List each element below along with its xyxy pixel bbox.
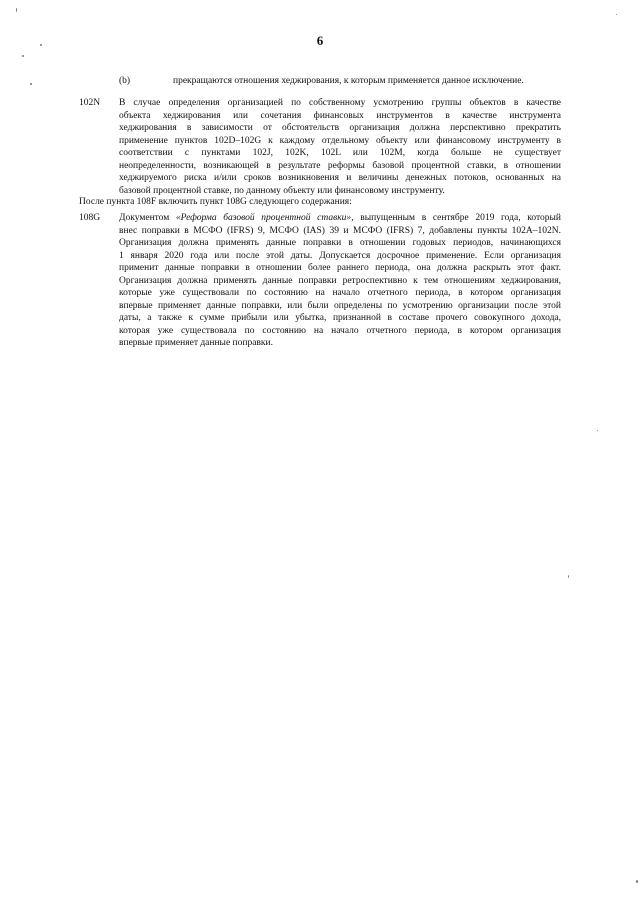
scan-speck xyxy=(22,55,24,57)
paragraph-line: которая уже существовала по состоянию на начало отчетного периода, в котором организация xyxy=(119,325,561,336)
paragraph-line: применение пунктов 102D–102G к каждому отдельному объекту или финансовому инструменту в xyxy=(119,135,561,146)
list-item-b xyxy=(119,75,569,87)
paragraph-line: В случае определения организацией по собственному усмотрению группы объектов в качестве xyxy=(119,98,561,108)
amendment-intro: После пункта 108F включить пункт 108G следующего содержания: xyxy=(79,197,352,207)
paragraph-line: Организация должна применять данные поправки ретроспективно к тем отношениям хеджирования, xyxy=(119,275,561,286)
paragraph-line: хеджирования в зависимости от обстоятельств организация должна перспективно прекратить xyxy=(119,123,561,133)
scan-speck xyxy=(16,8,17,12)
scan-speck xyxy=(636,880,638,883)
paragraph-number-108g: 108G xyxy=(79,213,101,223)
paragraph-line: Организация должна применять данные поправки в отношении годовых периодов, начинающихся xyxy=(119,238,561,248)
paragraph-102n-text xyxy=(119,97,561,197)
paragraph-line: неопределенности, возникающей в результате реформы базовой процентной ставки, в отношении xyxy=(119,160,561,171)
first-line-prefix: Документом xyxy=(119,213,176,223)
paragraph-line: объекта хеджирования или сочетания финансовых инструментов в качестве инструмента xyxy=(119,110,561,121)
scan-speck xyxy=(597,430,598,431)
paragraph-108g-text xyxy=(119,212,561,350)
scan-speck xyxy=(616,14,617,15)
paragraph-line: базовой процентной ставке, по данному объекту или финансовому инструменту. xyxy=(119,185,445,196)
page-number: 6 xyxy=(316,33,324,48)
list-item-text: прекращаются отношения хеджирования, к которым применяется данное исключение. xyxy=(173,76,524,86)
paragraph-line: хеджируемого риска и/или сроков возникновения и величины денежных потоков, основанных на xyxy=(119,173,561,183)
paragraph-line: соответствии с пунктами 102J, 102K, 102L или 102M, когда больше не существует xyxy=(119,148,561,158)
scan-speck xyxy=(30,83,32,85)
paragraph-line: применит данные поправки в отношении более раннего периода, она должна раскрыть этот факт. xyxy=(119,263,561,273)
paragraph-line: 1 января 2020 года или после этой даты. Допускается досрочное применение. Если организация xyxy=(119,250,561,261)
paragraph-first-line xyxy=(119,212,561,225)
paragraph-line: впервые применяет данные поправки. xyxy=(119,338,273,348)
document-title: «Реформа базовой процентной ставки» xyxy=(175,213,352,223)
first-line-suffix: , выпущенным в сентябре 2019 года, который xyxy=(351,213,561,223)
scan-speck xyxy=(568,575,569,578)
paragraph-line: впервые применяет данные поправки, или были определены по усмотрению организации после этой xyxy=(119,300,561,311)
paragraph-line: которые уже существовали по состоянию на начало отчетного периода, в котором организация xyxy=(119,288,561,298)
scan-speck xyxy=(40,44,42,46)
paragraph-line: внес поправки в МСФО (IFRS) 9, МСФО (IAS) 39 и МСФО (IFRS) 7, добавлены пункты 102A–102N. xyxy=(119,225,561,236)
paragraph-line: даты, а также к сумме прибыли или убытка, признанной в составе прочего совокупного дохода, xyxy=(119,313,561,323)
paragraph-number-102n: 102N xyxy=(79,98,101,108)
list-item-marker: (b) xyxy=(119,76,131,86)
